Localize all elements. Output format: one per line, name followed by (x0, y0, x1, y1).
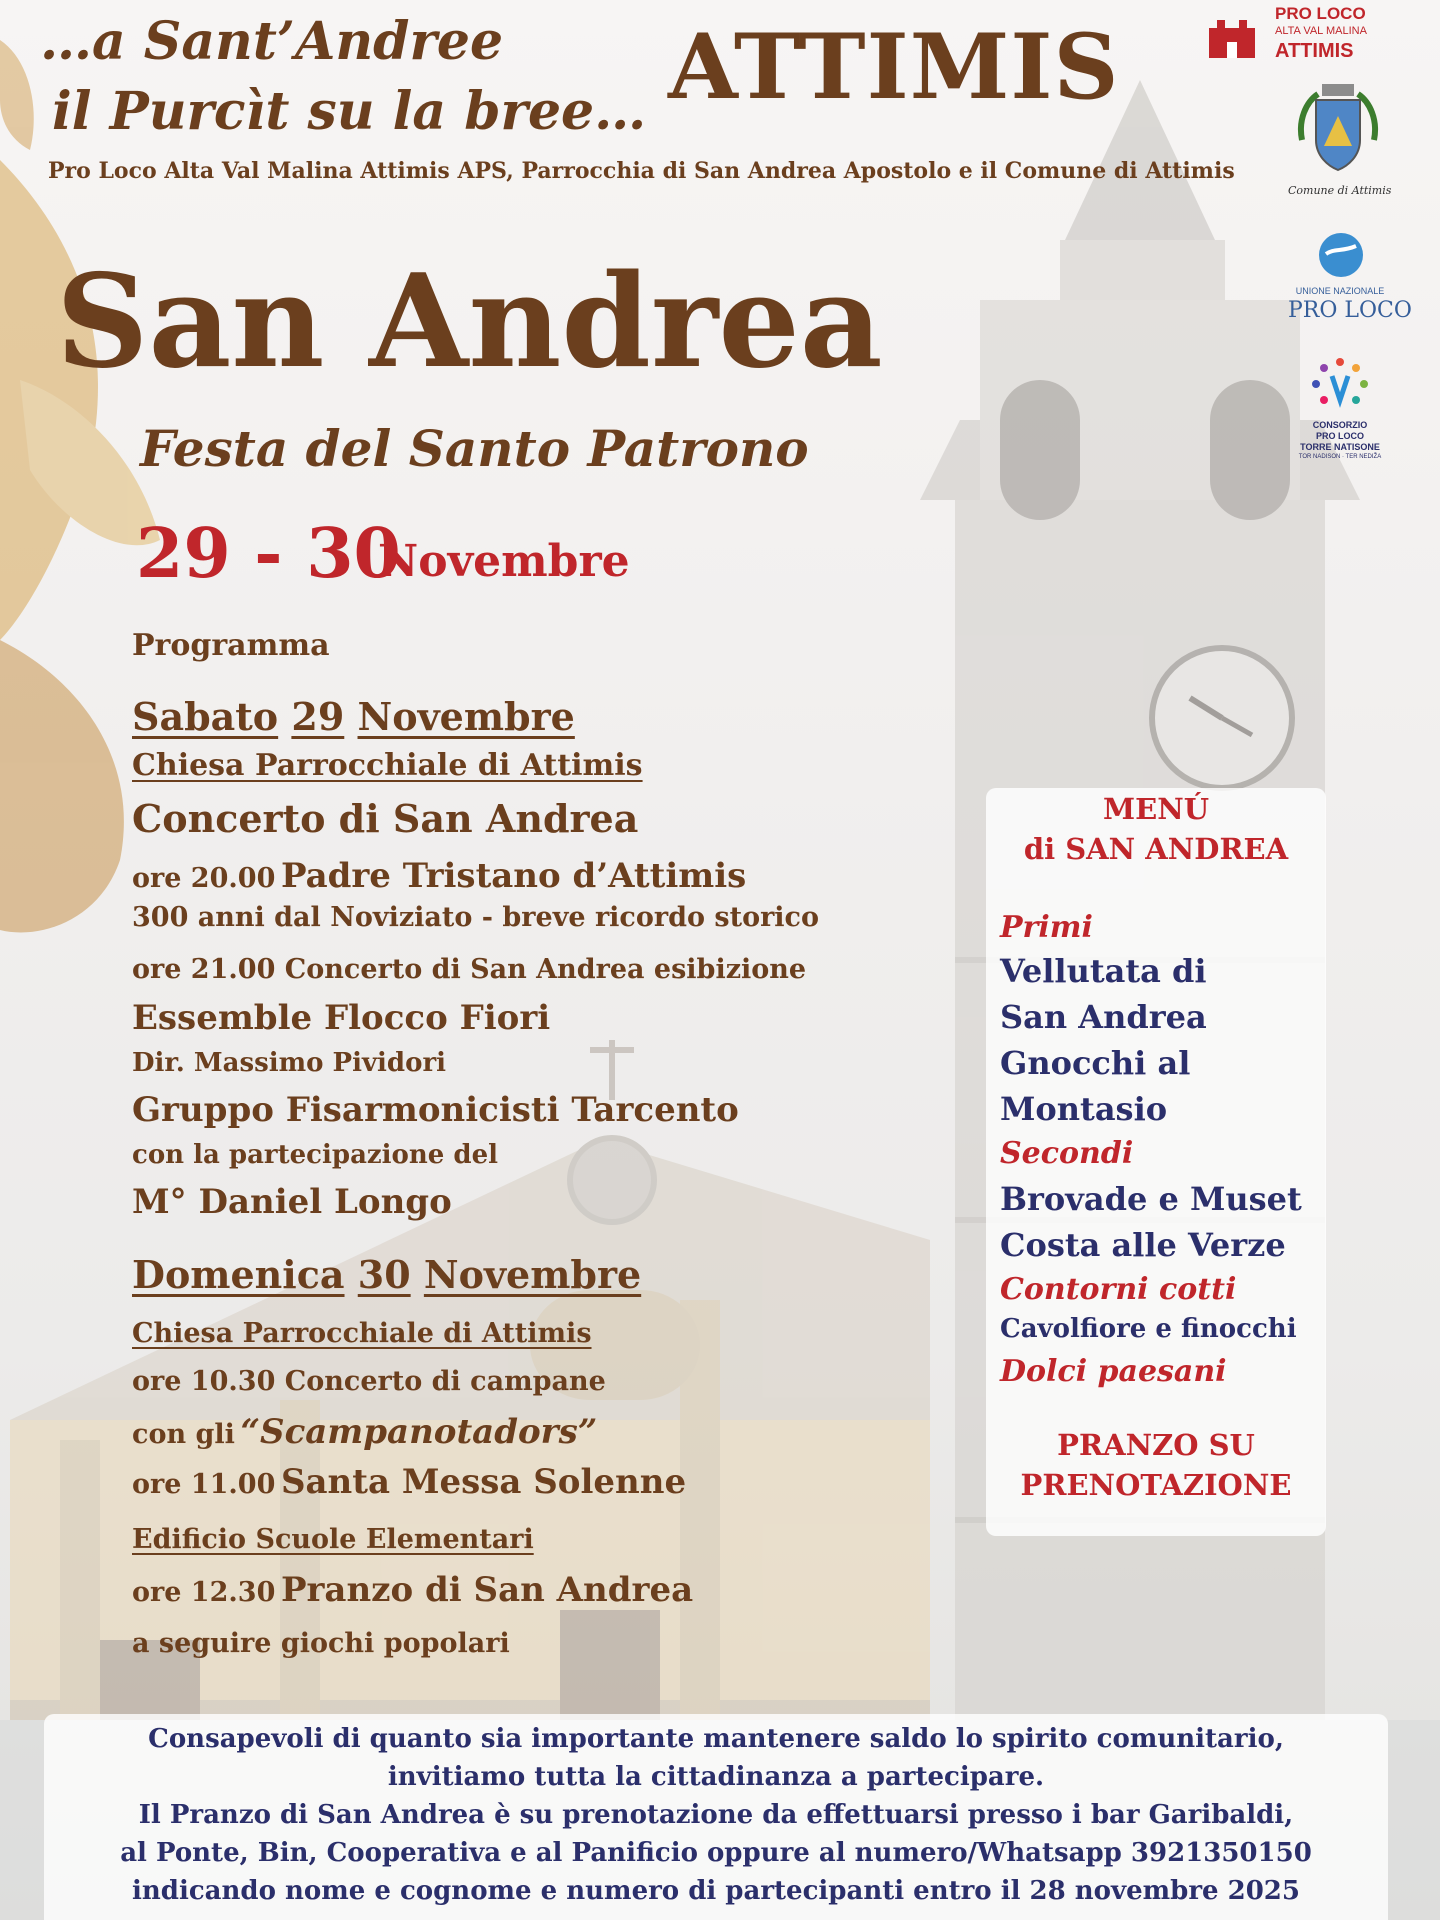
coat-of-arms-icon (1288, 80, 1388, 180)
globe-icon (1316, 230, 1366, 280)
bell-ringers-line: con gli “Scampanotadors” (132, 1412, 598, 1452)
sunday-event-2: ore 11.00 Santa Messa Solenne (132, 1462, 687, 1502)
menu-primi-2b: Montasio (1000, 1090, 1168, 1128)
unpli-proloco: PRO LOCO (1288, 298, 1412, 323)
comune-logo (1288, 80, 1392, 210)
proloco-area: ALTA VAL MALINA (1275, 25, 1367, 37)
menu-contorni-heading: Contorni cotti (1000, 1272, 1237, 1307)
unpli-label: UNIONE NAZIONALE (1295, 286, 1385, 296)
menu-title: MENÚ (1102, 792, 1209, 826)
menu-secondi-heading: Secondi (1000, 1136, 1134, 1171)
consorzio-logo (1290, 356, 1390, 472)
sunday-venue-2: Edificio Scuole Elementari (132, 1524, 534, 1555)
saturday-event-1: ore 20.00 Padre Tristano d’Attimis (132, 856, 747, 896)
dates-numbers: 29 - 30 (136, 514, 401, 594)
comune-caption: Comune di Attimis (1288, 184, 1392, 197)
saturday-concert: Concerto di San Andrea (132, 796, 639, 841)
menu-primi-1b: San Andrea (1000, 998, 1207, 1036)
sunday-games: a seguire giochi popolari (132, 1628, 510, 1659)
saturday-event-1-desc: 300 anni dal Noviziato - breve ricordo storico (132, 902, 820, 933)
info-line-2: invitiamo tutta la cittadinanza a partecipare. (387, 1762, 1045, 1792)
menu-primi-2a: Gnocchi al (1000, 1044, 1191, 1082)
sunday-month: Novembre (423, 1252, 642, 1297)
subtitle: Festa del Santo Patrono (140, 419, 809, 478)
info-line-5: indicando nome e cognome e numero di partecipanti entro il 28 novembre 2025 (132, 1876, 1300, 1906)
town-title: ATTIMIS (668, 14, 1120, 120)
dates-month: Novembre (378, 536, 630, 587)
saturday-heading (132, 694, 575, 739)
accordion-group: Gruppo Fisarmonicisti Tarcento (132, 1090, 739, 1130)
info-line-1: Consapevoli di quanto sia importante mantenere saldo lo spirito comunitario, (148, 1724, 1284, 1754)
sunday-number: 30 (357, 1252, 411, 1297)
proloco-label: PRO LOCO (1275, 4, 1366, 23)
consorzio-mark-icon (1310, 356, 1370, 416)
sunday-day: Domenica (132, 1252, 345, 1297)
menu-secondi-1: Brovade e Muset (1000, 1180, 1302, 1218)
menu-primi-1a: Vellutata di (1000, 952, 1207, 990)
consorzio-label-3: TORRE NATISONE (1300, 442, 1380, 452)
saturday-venue: Chiesa Parrocchiale di Attimis (132, 748, 643, 783)
program-heading: Programma (132, 628, 330, 663)
menu-note-1: PRANZO SU (1057, 1428, 1255, 1462)
sunday-heading (132, 1252, 641, 1297)
menu-secondi-2: Costa alle Verze (1000, 1226, 1286, 1264)
unpli-logo (1288, 230, 1412, 340)
consorzio-label-2: PRO LOCO (1315, 431, 1364, 441)
sunday-event-1: ore 10.30 Concerto di campane (132, 1366, 606, 1397)
consorzio-label-4: TOR NADISON · TER NEDIŽA (1298, 454, 1382, 460)
consorzio-label-1: CONSORZIO (1312, 420, 1368, 430)
organizers-line: Pro Loco Alta Val Malina Attimis APS, Parrocchia di San Andrea Apostolo e il Comune di Attimis (48, 158, 1235, 184)
sunday-venue: Chiesa Parrocchiale di Attimis (132, 1318, 592, 1349)
motto-line-1: …a Sant’Andree (40, 11, 504, 72)
ensemble-name: Essemble Flocco Fiori (132, 998, 551, 1038)
saturday-number: 29 (291, 694, 345, 739)
menu-subtitle: di SAN ANDREA (1023, 832, 1289, 866)
menu-dolci-heading: Dolci paesani (1000, 1354, 1227, 1389)
info-line-4: al Ponte, Bin, Cooperativa e al Panificio oppure al numero/Whatsapp 3921350150 (120, 1838, 1312, 1868)
menu-primi-heading: Primi (1000, 910, 1093, 945)
motto-line-2: il Purcìt su la bree… (52, 81, 647, 142)
menu-contorni-1: Cavolfiore e finocchi (1000, 1314, 1297, 1344)
saturday-event-2: ore 21.00 Concerto di San Andrea esibizione (132, 954, 807, 985)
castle-icon (1205, 10, 1259, 62)
saturday-day: Sabato (132, 694, 279, 739)
participation-line: con la partecipazione del (132, 1140, 498, 1170)
menu-note-2: PRENOTAZIONE (1020, 1468, 1292, 1502)
proloco-attimis-logo (1205, 4, 1391, 66)
maestro-name: M° Daniel Longo (132, 1182, 452, 1222)
info-line-3: Il Pranzo di San Andrea è su prenotazione da effettuarsi presso i bar Garibaldi, (138, 1800, 1294, 1830)
saturday-month: Novembre (357, 694, 575, 739)
ensemble-director: Dir. Massimo Pividori (132, 1048, 447, 1078)
sunday-event-3: ore 12.30 Pranzo di San Andrea (132, 1570, 694, 1610)
main-title: San Andrea (56, 247, 883, 397)
proloco-town: ATTIMIS (1275, 40, 1354, 62)
